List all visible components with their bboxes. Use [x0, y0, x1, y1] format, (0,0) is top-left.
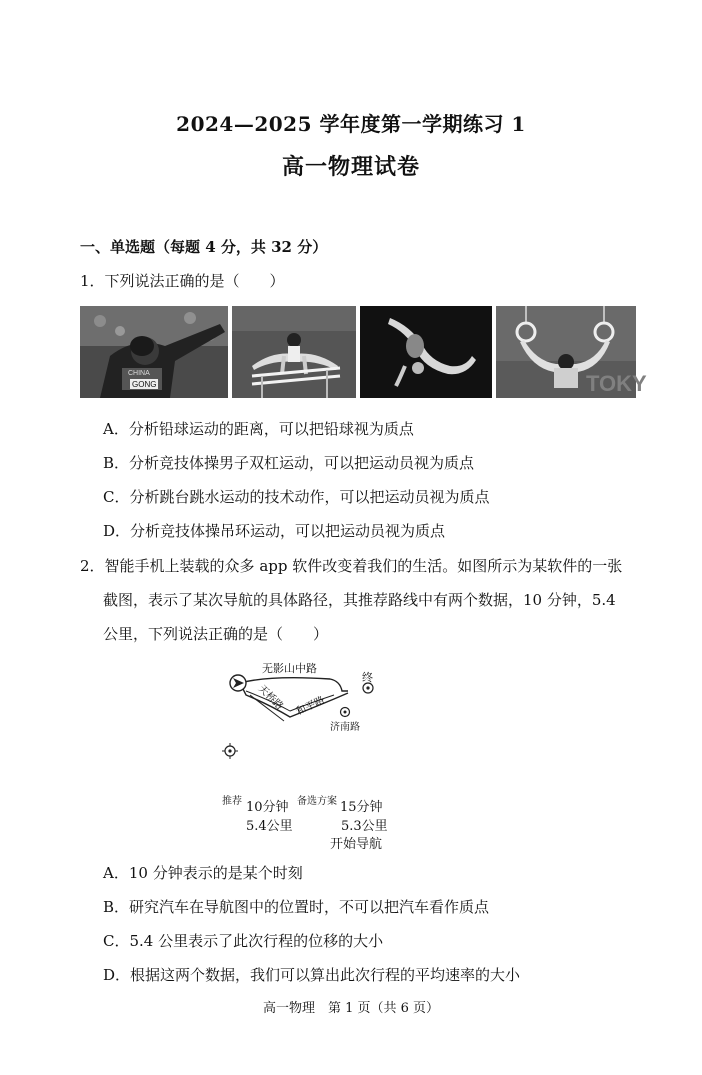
- shot-put-photo: [80, 306, 228, 398]
- page-footer: 高一物理 第 1 页（共 6 页）: [262, 1001, 440, 1016]
- road-label-diag: 天桥路: [255, 683, 285, 713]
- parallel-bars-photo: [232, 306, 356, 398]
- exam-subtitle: 高一物理试卷: [281, 154, 420, 180]
- question-2-stem-line-3: 公里，下列说法正确的是（ ）: [103, 625, 329, 643]
- alternative-tag: 备选方案: [297, 796, 337, 807]
- still-rings-photo: [496, 306, 647, 398]
- bib-country: CHINA: [128, 370, 150, 377]
- alternative-distance: 5.3公里: [341, 819, 388, 834]
- poi-label: 济南路: [330, 722, 360, 733]
- poi-icon: [341, 708, 350, 717]
- q2-option-c[interactable]: C．5.4 公里表示了此次行程的位移的大小: [103, 932, 384, 950]
- end-label: 终: [362, 672, 373, 684]
- diving-photo: [360, 306, 492, 398]
- destination-icon: [363, 683, 373, 693]
- q1-option-d[interactable]: D．分析竞技体操吊环运动，可以把运动员视为质点: [103, 522, 446, 540]
- q2-option-b[interactable]: B．研究汽车在导航图中的位置时，不可以把汽车看作质点: [103, 898, 490, 916]
- route-line: [240, 678, 348, 717]
- bib-name: GONG: [132, 380, 157, 389]
- alternative-time: 15分钟: [340, 800, 383, 815]
- question-1-stem: 1．下列说法正确的是（ ）: [80, 272, 285, 290]
- section-heading: 一、单选题（每题 4 分，共 32 分）: [80, 238, 328, 256]
- question-2-stem-line-2: 截图，表示了某次导航的具体路径，其推荐路线中有两个数据，10 分钟，5.4: [103, 591, 616, 609]
- road-label-top: 无影山中路: [262, 663, 317, 675]
- navigation-map: [210, 655, 410, 795]
- question-2-stem-line-1: 2．智能手机上装载的众多 app 软件改变着我们的生活。如图所示为某软件的一张: [80, 557, 623, 575]
- exam-title: 2024—2025 学年度第一学期练习 1: [176, 112, 526, 136]
- road-label-bottom: 和平路: [294, 695, 327, 718]
- recommend-distance: 5.4公里: [246, 819, 293, 834]
- q2-option-a[interactable]: A．10 分钟表示的是某个时刻: [103, 864, 303, 882]
- q1-option-b[interactable]: B．分析竞技体操男子双杠运动，可以把运动员视为质点: [103, 454, 475, 472]
- recommend-tag: 推荐: [222, 796, 242, 807]
- start-arrow-icon: [230, 675, 246, 691]
- q1-option-a[interactable]: A．分析铅球运动的距离，可以把铅球视为质点: [103, 420, 414, 438]
- background-text: TOKY: [586, 371, 647, 396]
- recommend-time: 10分钟: [246, 800, 289, 815]
- q2-option-d[interactable]: D．根据这两个数据，我们可以算出此次行程的平均速率的大小: [103, 966, 521, 984]
- start-navigation-button[interactable]: 开始导航: [330, 837, 383, 852]
- current-location-icon: [222, 743, 238, 759]
- q1-option-c[interactable]: C．分析跳台跳水运动的技术动作，可以把运动员视为质点: [103, 488, 490, 506]
